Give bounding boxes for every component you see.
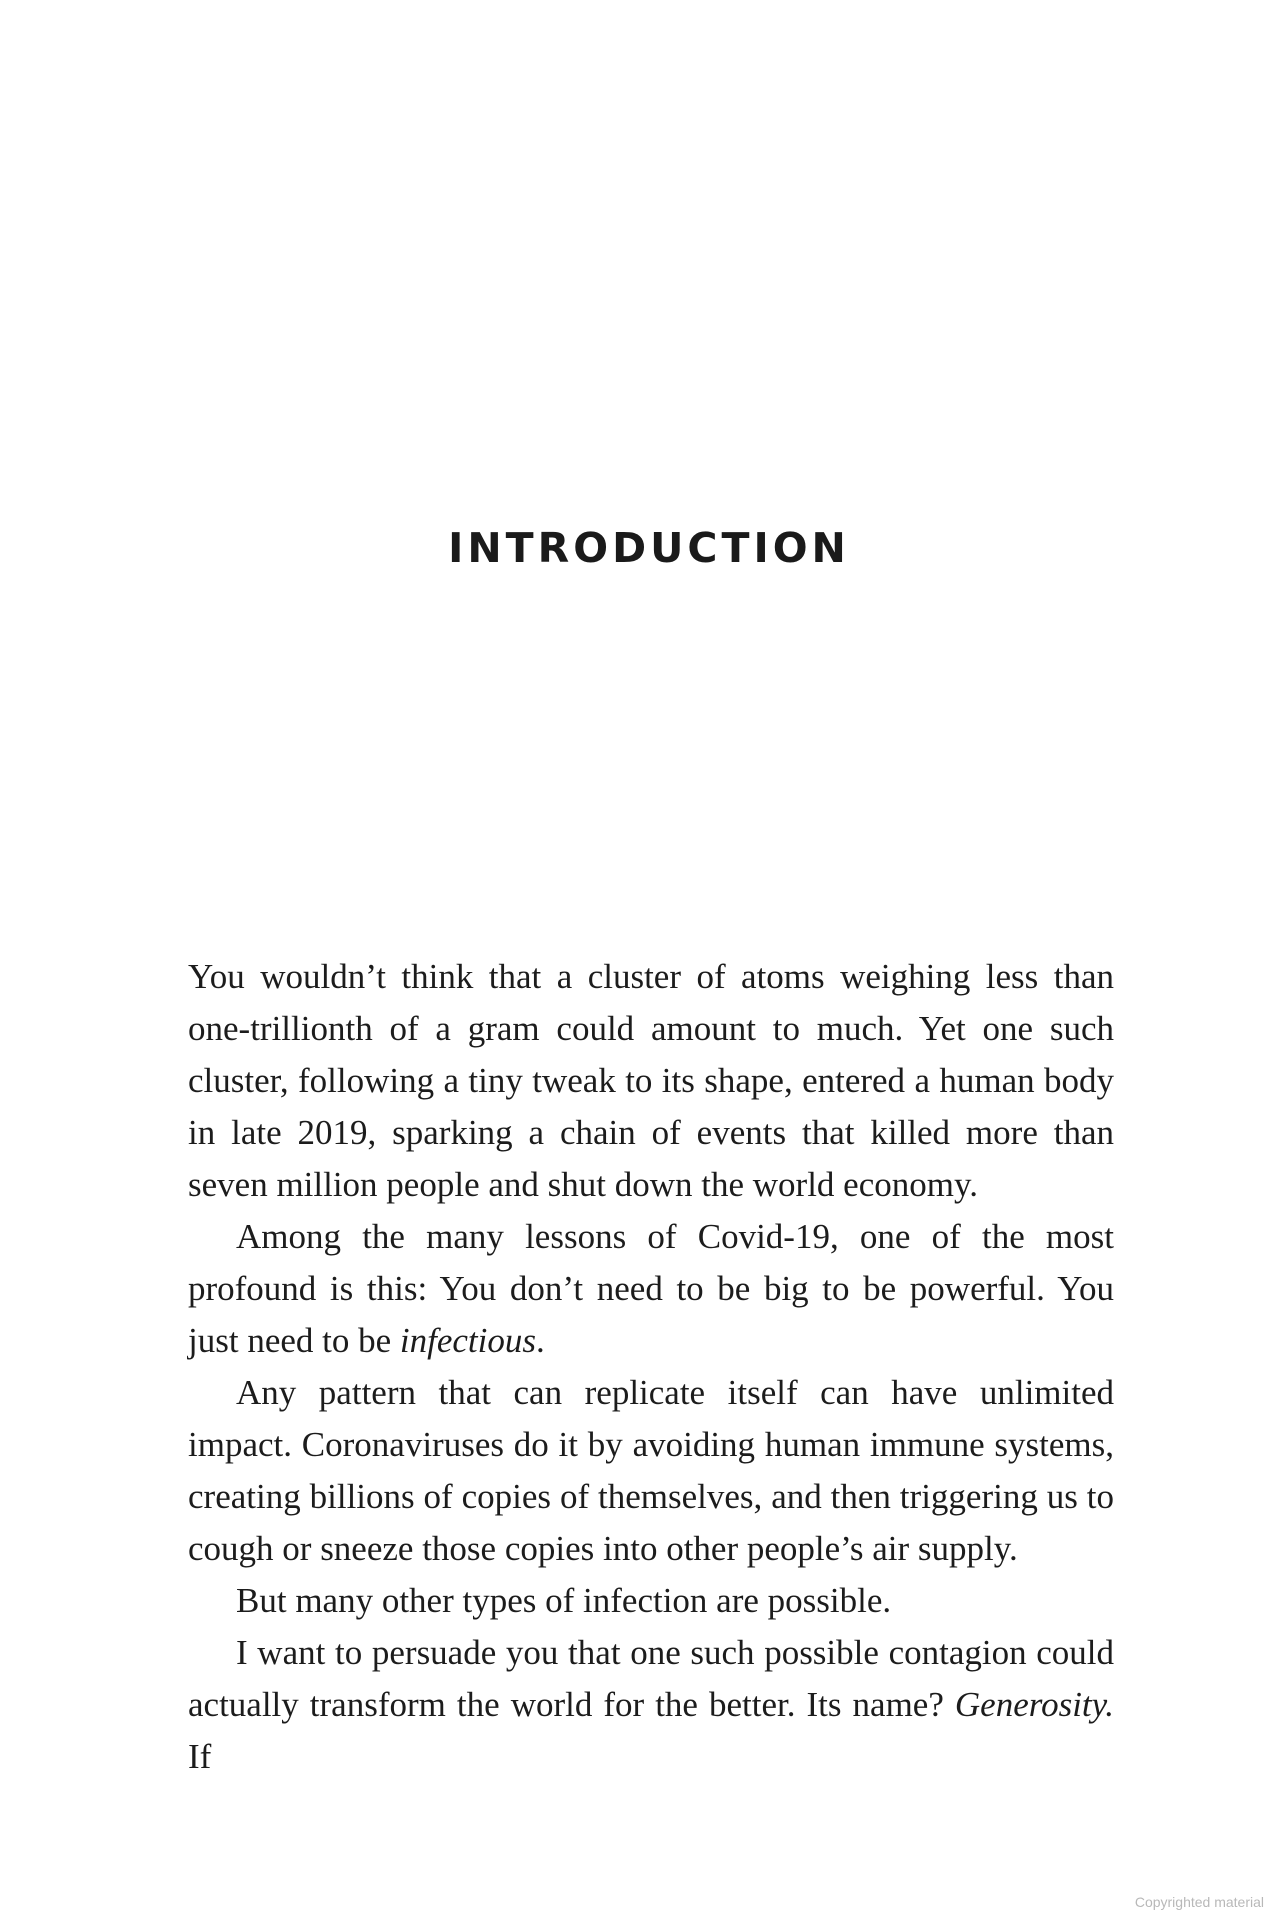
paragraph-5-tail: If: [188, 1737, 212, 1776]
paragraph-3: Any pattern that can replicate itself can have unlimited impact. Coronaviruses do it by avoiding human immune systems, creating billions of copies of themselves, and then triggering us to cough or sneeze those copies into other people’s air supply.: [188, 1373, 1114, 1568]
body-text: [188, 951, 1114, 1783]
paragraph-5-text: I want to persuade you that one such possible contagion could actually transform the world for the better. Its name?: [188, 1633, 1114, 1724]
paragraph-2-text: Among the many lessons of Covid-19, one of the most profound is this: You don’t need to be big to be powerful. You just need to be: [188, 1217, 1114, 1360]
copyright-watermark: Copyrighted material: [1134, 1894, 1264, 1910]
paragraph-5: [188, 1627, 1114, 1783]
paragraph-1: You wouldn’t think that a cluster of atoms weighing less than one-trillionth of a gram could amount to much. Yet one such cluster, following a tiny tweak to its shape, entered a human body in late 2019, sparking a chain of events that killed more than seven million people and shut down the world economy.: [188, 957, 1114, 1204]
paragraph-5-emphasis: Generosity.: [954, 1685, 1114, 1724]
paragraph-4: But many other types of infection are possible.: [236, 1581, 892, 1620]
paragraph-2-emphasis: infectious: [399, 1321, 536, 1360]
paragraph-2: [188, 1211, 1114, 1367]
chapter-title: INTRODUCTION: [448, 524, 850, 572]
paragraph-2-tail: .: [536, 1321, 545, 1360]
